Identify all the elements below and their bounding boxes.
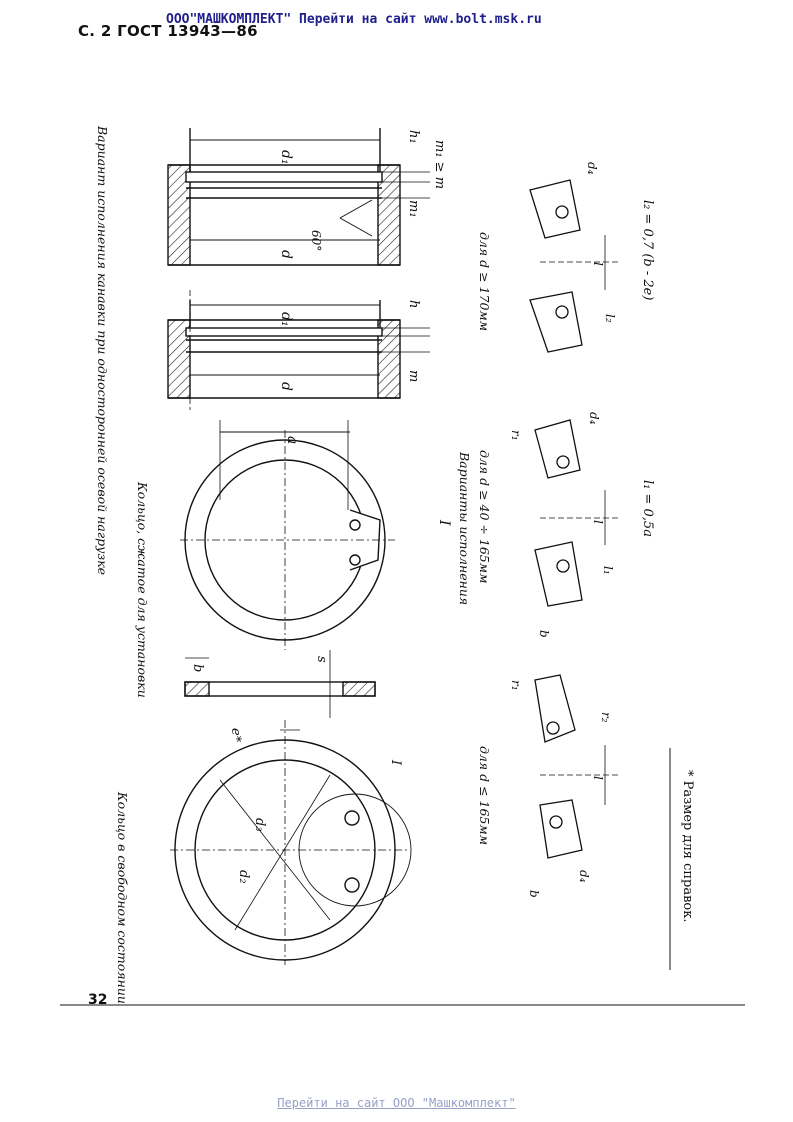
dim-l-le165: l xyxy=(591,776,605,780)
lug-variant-ge170 xyxy=(530,180,620,352)
caption-groove-variant-text: Вариант исполнения канавки при односторонней осевой нагрузке xyxy=(95,126,110,576)
dim-l-range: l xyxy=(591,520,605,524)
dim-r1-le165: r₁ xyxy=(509,680,523,691)
page-number: 32 xyxy=(88,992,108,1008)
dim-b-side: b xyxy=(190,664,205,673)
condition-le165: для d ≤ 165мм xyxy=(477,746,492,846)
formula-m1: m₁ ≥ m xyxy=(432,140,447,190)
dim-d-one-sided: d xyxy=(278,250,294,259)
dim-d4-le165: d₄ xyxy=(577,870,591,883)
caption-groove-variant xyxy=(95,125,110,575)
condition-range: для d ≥ 40 ÷ 165мм xyxy=(477,450,492,584)
dim-d4-range: d₄ xyxy=(587,412,601,425)
groove-section-one-sided xyxy=(168,128,430,265)
lug-variant-le165 xyxy=(535,675,620,858)
lug-variant-range xyxy=(535,420,620,606)
formula-l1: l₁ = 0,5a xyxy=(640,480,655,537)
caption-free-state: Кольцо в свободном состоянии xyxy=(115,792,130,1004)
dim-m1: m₁ xyxy=(406,200,421,218)
footnote: * Размер для справок. xyxy=(680,770,695,923)
dim-d3: d₃ xyxy=(252,818,267,832)
dim-h1: h₁ xyxy=(406,130,421,144)
dim-a: a xyxy=(284,436,300,445)
dim-d4-ge170: d₄ xyxy=(585,162,599,175)
ring-free xyxy=(170,720,411,965)
dim-d2: d₂ xyxy=(236,870,251,884)
dim-e: e* xyxy=(228,728,243,743)
ring-side-view xyxy=(185,650,375,718)
formula-l2: l₂ = 0,7 (b - 2e) xyxy=(640,200,655,301)
dim-d1-one-sided: d₁ xyxy=(278,150,294,165)
groove-section-standard xyxy=(168,290,430,410)
dim-angle: 60° xyxy=(309,230,323,252)
view-marker-ring: I xyxy=(388,760,403,766)
dim-d-standard: d xyxy=(278,382,294,391)
caption-compressed: Кольцо, сжатое для установки xyxy=(135,482,150,698)
dim-h-standard: h xyxy=(406,300,421,309)
dim-l1: l₁ xyxy=(601,566,615,575)
gost-label: С. 2 ГОСТ 13943—86 xyxy=(78,22,258,40)
dim-l2: l₂ xyxy=(603,314,617,323)
ring-compressed xyxy=(180,420,395,650)
dim-d1-standard: d₁ xyxy=(278,312,294,327)
dim-r2: r₂ xyxy=(599,712,613,723)
variants-title: Варианты исполнения xyxy=(457,452,472,606)
dim-b-range: b xyxy=(537,630,551,638)
dim-l-ge170: l xyxy=(591,262,605,266)
dim-m-standard: m xyxy=(406,370,421,383)
dim-r1-range: r₁ xyxy=(509,430,523,441)
view-marker-variants: I xyxy=(436,520,452,526)
footer-link[interactable]: Перейти на сайт ООО "Машкомплект" xyxy=(277,1096,516,1110)
banner-link[interactable]: ООО"МАШКОМПЛЕКТ" Перейти на сайт www.bolt.msk.ru xyxy=(166,12,542,27)
condition-ge170: для d ≥ 170мм xyxy=(477,232,492,332)
dim-b-le165: b xyxy=(527,890,541,898)
dim-s: s xyxy=(314,656,329,663)
